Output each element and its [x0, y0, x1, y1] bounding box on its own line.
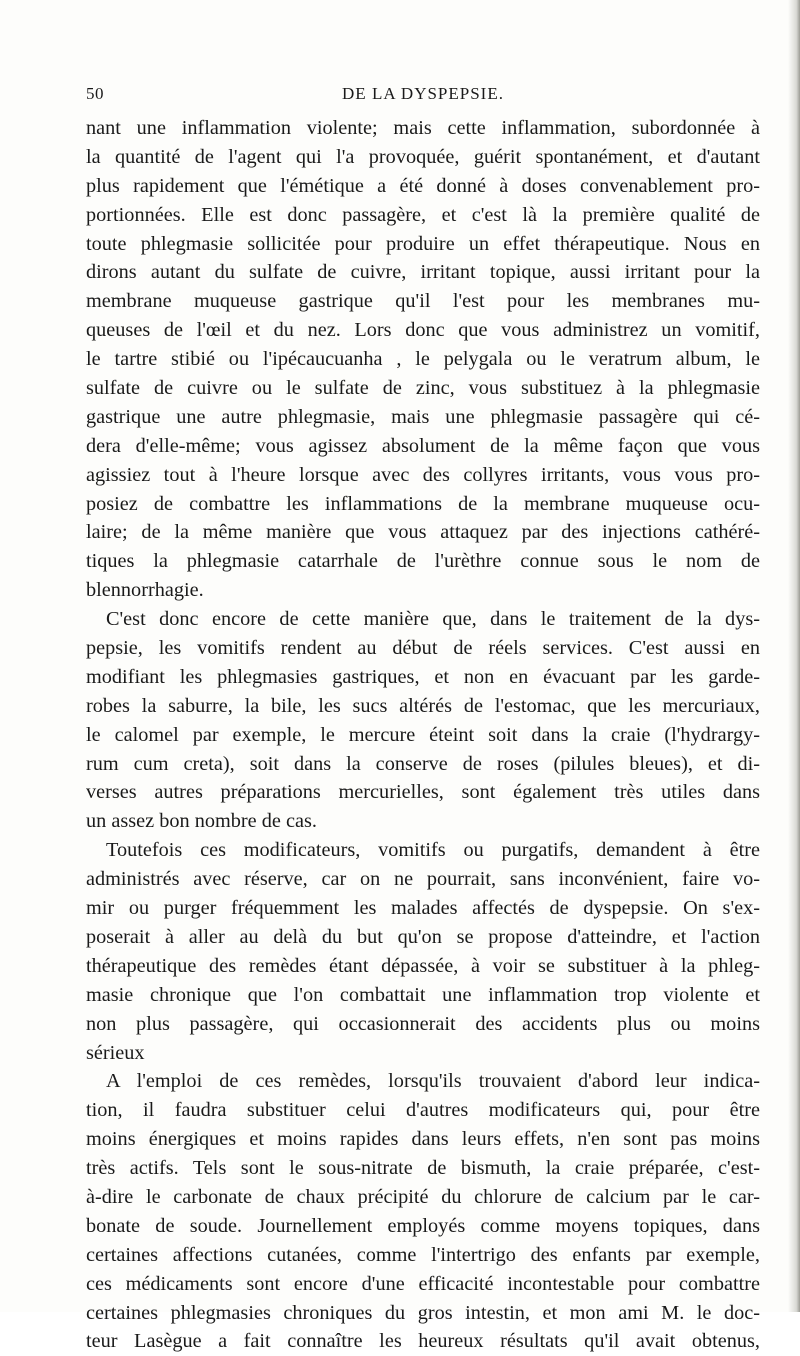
text-line: poserait à aller au delà du but qu'on se propose d'atteindre, et l'action: [86, 925, 760, 948]
text-line: dirons autant du sulfate de cuivre, irritant topique, aussi irritant pour la: [86, 261, 760, 284]
text-line: gastrique une autre phlegmasie, mais une phlegmasie passagère qui cé-: [86, 405, 760, 428]
text-line: agissiez tout à l'heure lorsque avec des collyres irritants, vous vous pro-: [86, 463, 760, 486]
text-line: le tartre stibié ou l'ipécaucuanha , le pelygala ou le veratrum album, le: [86, 348, 760, 371]
text-line: plus rapidement que l'émétique a été donné à doses convenablement pro-: [86, 174, 760, 197]
text-line: toute phlegmasie sollicitée pour produire un effet thérapeutique. Nous en: [86, 232, 760, 255]
text-line: rum cum creta), soit dans la conserve de roses (pilules bleues), et di-: [86, 752, 760, 775]
text-line: administrés avec réserve, car on ne pourrait, sans inconvénient, faire vo-: [86, 868, 760, 891]
text-line: thérapeutique des remèdes étant dépassée, à voir se substituer à la phleg-: [86, 954, 760, 977]
page-number: 50: [86, 84, 104, 103]
text-line: bonate de soude. Journellement employés comme moyens topiques, dans: [86, 1214, 760, 1237]
text-line: ces médicaments sont encore d'une efficacité incontestable pour combattre: [86, 1272, 760, 1295]
text-line: robes la saburre, la bile, les sucs altérés de l'estomac, que les mercuriaux,: [86, 694, 760, 717]
text-line: A l'emploi de ces remèdes, lorsqu'ils trouvaient d'abord leur indica-: [106, 1070, 760, 1093]
text-line: dera d'elle-même; vous agissez absolument de la même façon que vous: [86, 434, 760, 457]
text-line: teur Lasègue a fait connaître les heureux résultats qu'il avait obtenus,: [86, 1330, 760, 1353]
text-line: Toutefois ces modificateurs, vomitifs ou purgatifs, demandent à être: [106, 839, 760, 862]
text-line: posiez de combattre les inflammations de la membrane muqueuse ocu-: [86, 492, 760, 515]
text-line: non plus passagère, qui occasionnerait des accidents plus ou moins: [86, 1012, 760, 1035]
text-line: C'est donc encore de cette manière que, dans le traitement de la dys-: [106, 608, 760, 631]
text-line: la quantité de l'agent qui l'a provoquée, guérit spontanément, et d'autant: [86, 145, 760, 168]
text-line: mir ou purger fréquemment les malades affectés de dyspepsie. On s'ex-: [86, 897, 760, 920]
text-line: nant une inflammation violente; mais cette inflammation, subordonnée à: [86, 117, 760, 139]
text-line: tiques la phlegmasie catarrhale de l'urèthre connue sous le nom de: [86, 550, 760, 573]
body-text: [86, 114, 760, 1356]
text-line: certaines phlegmasies chroniques du gros intestin, et mon ami M. le doc-: [86, 1301, 760, 1324]
text-line: à-dire le carbonate de chaux précipité du chlorure de calcium par le car-: [86, 1185, 760, 1208]
text-line: tion, il faudra substituer celui d'autres modificateurs qui, pour être: [86, 1099, 760, 1122]
text-line: modifiant les phlegmasies gastriques, et non en évacuant par les garde-: [86, 665, 760, 688]
text-line: moins énergiques et moins rapides dans leurs effets, n'en sont pas moins: [86, 1128, 760, 1151]
running-head: DE LA DYSPEPSIE.: [342, 84, 504, 103]
text-line: membrane muqueuse gastrique qu'il l'est pour les membranes mu-: [86, 290, 760, 313]
text-line: pepsie, les vomitifs rendent au début de réels services. C'est aussi en: [86, 637, 760, 660]
text-line: masie chronique que l'on combattait une inflammation trop violente et: [86, 983, 760, 1006]
text-line: très actifs. Tels sont le sous-nitrate de bismuth, la craie préparée, c'est-: [86, 1157, 760, 1180]
text-line: certaines affections cutanées, comme l'intertrigo des enfants par exemple,: [86, 1243, 760, 1266]
text-line: un assez bon nombre de cas.: [86, 810, 317, 833]
page-header: [86, 84, 760, 108]
text-line: queuses de l'œil et du nez. Lors donc que vous administrez un vomitif,: [86, 319, 760, 342]
text-line: sulfate de cuivre ou le sulfate de zinc, vous substituez à la phlegmasie: [86, 377, 760, 400]
text-line: blennorrhagie.: [86, 579, 204, 602]
text-line: sérieux: [86, 1041, 145, 1064]
text-line: portionnées. Elle est donc passagère, et c'est là la première qualité de: [86, 203, 760, 226]
page-edge-shadow: [788, 0, 800, 1312]
text-line: laire; de la même manière que vous attaquez par des injections cathéré-: [86, 521, 760, 544]
text-line: le calomel par exemple, le mercure éteint soit dans la craie (l'hydrargy-: [86, 723, 760, 746]
text-line: verses autres préparations mercurielles, sont également très utiles dans: [86, 781, 760, 804]
